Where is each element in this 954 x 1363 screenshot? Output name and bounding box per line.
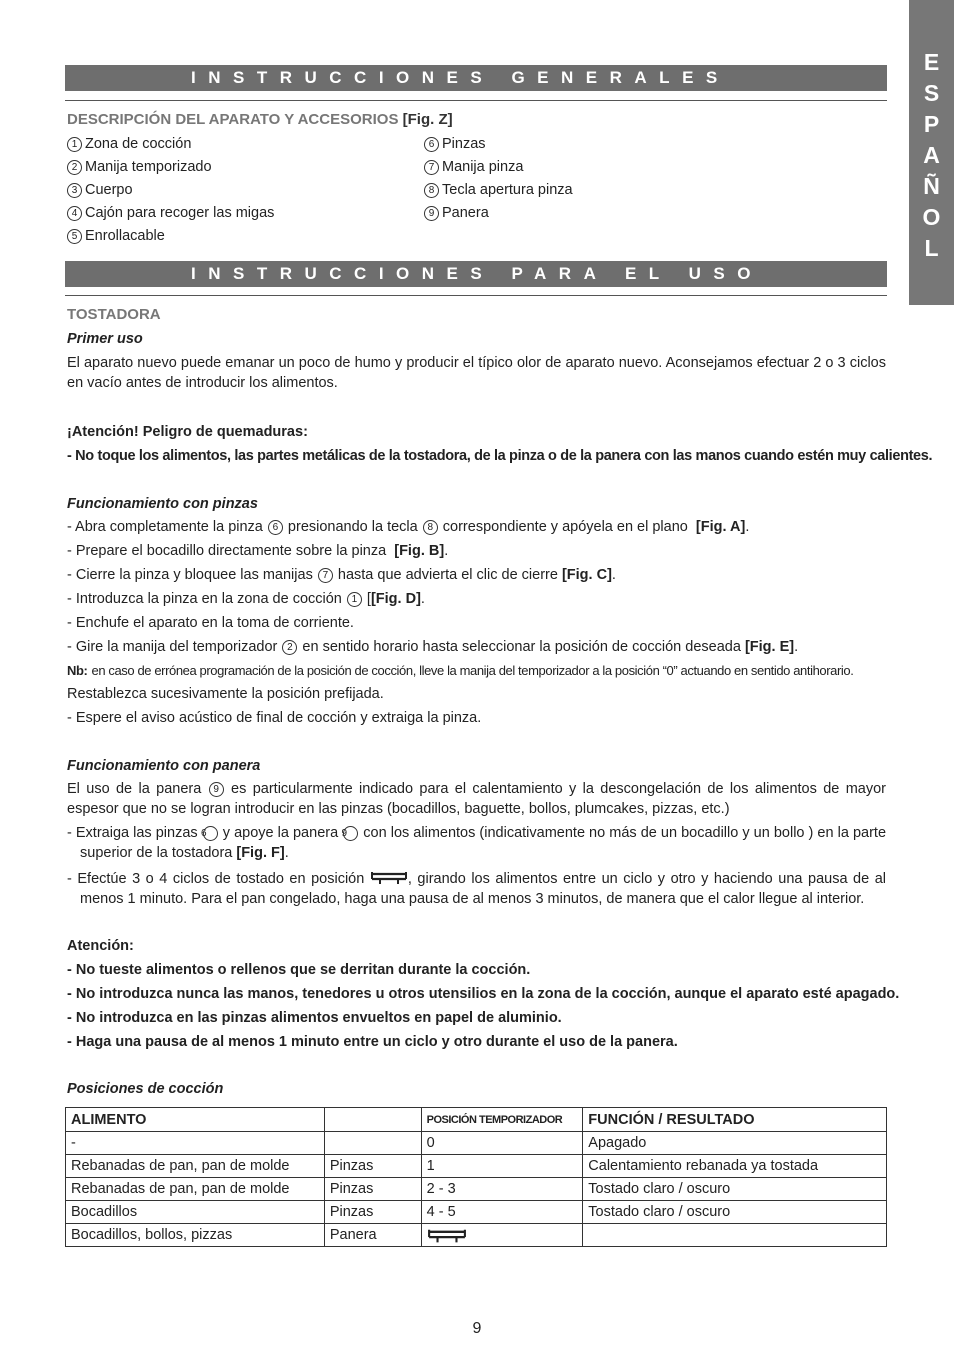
tongs-operation-title: Funcionamiento con pinzas — [67, 496, 258, 512]
section-heading-general: INSTRUCCIONES GENERALES — [65, 65, 887, 91]
tongs-step-5: - Enchufe el aparato en la toma de corriente. — [67, 615, 354, 631]
cooking-positions-table — [65, 1107, 887, 1247]
list-item: 2 Manija temporizado — [67, 156, 274, 179]
note: Nb: en caso de errónea programación de la posición de cocción, lleve la manija del temporizador a la posición “0” actuando en sentido antihorario. — [67, 663, 854, 678]
table-cell: Rebanadas de pan, pan de molde — [66, 1178, 325, 1201]
table-cell: Calentamiento rebanada ya tostada — [583, 1155, 887, 1178]
basket-operation-title: Funcionamiento con panera — [67, 758, 261, 774]
first-use-text: El aparato nuevo puede emanar un poco de humo y producir el típico olor de aparato nuevo. Aconsejamos efectuar 2 o 3 ciclos en vacío antes de introducir los alimentos. — [67, 355, 886, 391]
side-tab-letter: S — [923, 80, 940, 106]
divider — [65, 295, 887, 296]
list-item: 6 Pinzas — [424, 133, 573, 156]
table-cell: Pinzas — [324, 1155, 421, 1178]
side-tab-letter: Ñ — [923, 173, 940, 199]
list-item: 8 Tecla apertura pinza — [424, 179, 573, 202]
attention-item: - No tueste alimentos o rellenos que se derritan durante la cocción. — [67, 962, 531, 978]
basket-intro: El uso de la panera 9 es particularmente indicado para el calentamiento y la descongelación de los alimentos de mayor espesor que no se logran introducir en las pinzas (bocadillos, baguette, bollos, plumcakes, pizzas, etc.) — [67, 781, 887, 817]
basket-position-icon — [370, 868, 408, 886]
table-cell: 4 - 5 — [421, 1201, 583, 1224]
basket-step-2: - Efectúe 3 o 4 ciclos de tostado en posición , girando los alimentos entre un ciclo y otro y haciendo una pausa de al menos 1 minuto. Para el pan congelado, haga una pausa de al menos 3 minutos, de manera que el calor llegue al interior. — [67, 868, 886, 909]
side-tab-letter: A — [923, 142, 940, 168]
column-header: ALIMENTO — [66, 1108, 325, 1132]
parts-list-left — [67, 133, 274, 248]
side-tab-letter: P — [923, 111, 940, 137]
burn-warning-title: ¡Atención! Peligro de quemaduras: — [67, 424, 308, 440]
tongs-step-2: - Prepare el bocadillo directamente sobre la pinza [Fig. B]. — [67, 543, 449, 559]
table-cell: Bocadillos, bollos, pizzas — [66, 1224, 325, 1247]
first-use-title: Primer uso — [67, 331, 143, 347]
table-cell-icon — [421, 1224, 583, 1247]
tongs-step-3: - Cierre la pinza y bloquee las manijas 7 hasta que advierta el clic de cierre [Fig. C]. — [67, 567, 616, 583]
tongs-step-1: - Abra completamente la pinza 6 presionando la tecla 8 correspondiente y apóyela en el plano [Fig. A]. — [67, 519, 750, 535]
table-cell: 0 — [421, 1132, 583, 1155]
section-heading-usage: INSTRUCCIONES PARA EL USO — [65, 261, 887, 287]
basket-position-icon — [427, 1225, 467, 1245]
table-cell: Tostado claro / oscuro — [583, 1178, 887, 1201]
table-row — [66, 1132, 887, 1155]
attention-item: - Haga una pausa de al menos 1 minuto entre un ciclo y otro durante el uso de la panera. — [67, 1034, 678, 1050]
column-header: POSICIÓN TEMPORIZADOR — [421, 1108, 583, 1132]
side-tab-letter: L — [924, 235, 939, 261]
table-cell — [583, 1224, 887, 1247]
list-item: 5 Enrollacable — [67, 225, 274, 248]
attention-title: Atención: — [67, 938, 134, 954]
table-cell: Apagado — [583, 1132, 887, 1155]
table-row — [66, 1178, 887, 1201]
table-cell: 2 - 3 — [421, 1178, 583, 1201]
side-tab-letter: E — [923, 49, 940, 75]
table-cell — [324, 1132, 421, 1155]
table-cell: Bocadillos — [66, 1201, 325, 1224]
table-cell: Pinzas — [324, 1178, 421, 1201]
cooking-positions-title: Posiciones de cocción — [67, 1081, 224, 1097]
table-row — [66, 1155, 887, 1178]
list-item: 9 Panera — [424, 202, 573, 225]
attention-item: - No introduzca en las pinzas alimentos envueltos en papel de aluminio. — [67, 1010, 562, 1026]
table-row — [66, 1201, 887, 1224]
description-subheading: DESCRIPCIÓN DEL APARATO Y ACCESORIOS [Fig. Z] — [67, 111, 453, 128]
burn-warning-text: - No toque los alimentos, las partes metálicas de la tostadora, de la pinza o de la panera con las manos cuando estén muy calientes. — [67, 448, 933, 464]
table-row — [66, 1224, 887, 1247]
table-cell: Tostado claro / oscuro — [583, 1201, 887, 1224]
attention-item: - No introduzca nunca las manos, tenedores u otros utensilios en la zona de la cocción, aunque el aparato esté apagado. — [67, 986, 900, 1002]
basket-step-1: - Extraiga las pinzas 6 y apoye la panera 9 con los alimentos (indicativamente no más de un bocadillo y un bollo ) en la parte superior de la tostadora [Fig. F]. — [67, 825, 887, 861]
note-continuation: Restablezca sucesivamente la posición prefijada. — [67, 686, 384, 702]
table-cell: Panera — [324, 1224, 421, 1247]
table-cell: Pinzas — [324, 1201, 421, 1224]
table-header-row — [66, 1108, 887, 1132]
list-item: 1 Zona de cocción — [67, 133, 274, 156]
list-item: 4 Cajón para recoger las migas — [67, 202, 274, 225]
language-side-tab — [909, 0, 954, 305]
toaster-subheading: TOSTADORA — [67, 306, 161, 323]
table-cell: Rebanadas de pan, pan de molde — [66, 1155, 325, 1178]
list-item: 3 Cuerpo — [67, 179, 274, 202]
table-cell: 1 — [421, 1155, 583, 1178]
tongs-step-6: - Gire la manija del temporizador 2 en sentido horario hasta seleccionar la posición de cocción deseada [Fig. E]. — [67, 639, 799, 655]
column-header: FUNCIÓN / RESULTADO — [583, 1108, 887, 1132]
side-tab-letter: O — [922, 204, 941, 230]
page-number: 9 — [472, 1320, 482, 1337]
parts-list-right — [424, 133, 573, 225]
table-cell: - — [66, 1132, 325, 1155]
list-item: 7 Manija pinza — [424, 156, 573, 179]
tongs-step-7: - Espere el aviso acústico de final de cocción y extraiga la pinza. — [67, 710, 482, 726]
tongs-step-4: - Introduzca la pinza en la zona de cocción 1 [[Fig. D]. — [67, 591, 425, 607]
column-header — [324, 1108, 421, 1132]
divider — [65, 100, 887, 101]
